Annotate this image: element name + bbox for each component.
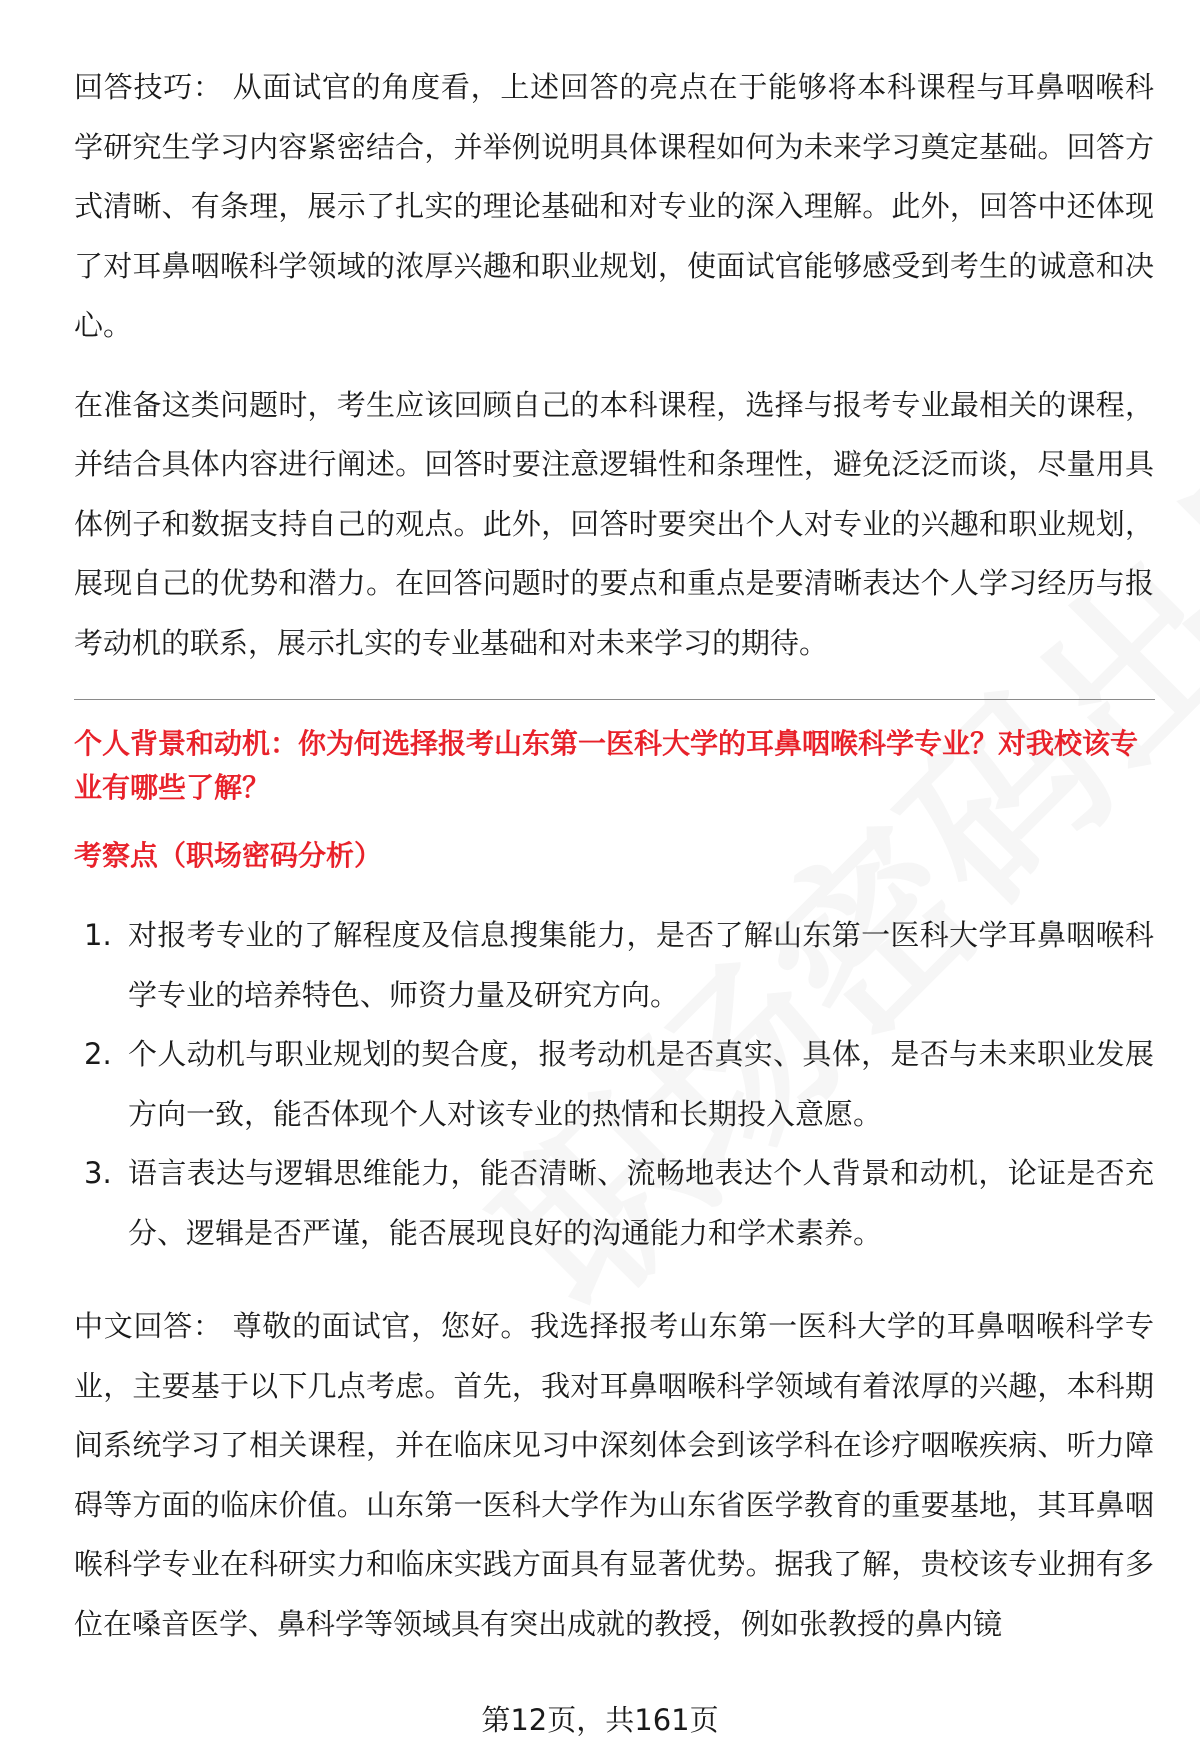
assessment-points-list [74,906,1154,1263]
preparation-advice-paragraph: 在准备这类问题时，考生应该回顾自己的本科课程，选择与报考专业最相关的课程，并结合具体内容进行阐述。回答时要注意逻辑性和条理性，避免泛泛而谈，尽量用具体例子和数据支持自己的观点。此外，回答时要突出个人对专业的兴趣和职业规划，展现自己的优势和潜力。在回答问题时的要点和重点是要清晰表达个人学习经历与报考动机的联系，展示扎实的专业基础和对未来学习的期待。 [74,387,1154,660]
list-item-text: 个人动机与职业规划的契合度，报考动机是否真实、具体，是否与未来职业发展方向一致，能否体现个人对该专业的热情和长期投入意愿。 [128,1037,1154,1131]
answer-tips-paragraph: 回答技巧： 从面试官的角度看，上述回答的亮点在于能够将本科课程与耳鼻咽喉科学研究生学习内容紧密结合，并举例说明具体课程如何为未来学习奠定基础。回答方式清晰、有条理，展示了扎实的理论基础和对专业的深入理解。此外，回答中还体现了对耳鼻咽喉科学领域的浓厚兴趣和职业规划，使面试官能够感受到考生的诚意和决心。 [74,70,1154,342]
list-item-number: 3. [84,1156,112,1190]
list-item [74,1144,1154,1263]
list-item-text: 语言表达与逻辑思维能力，能否清晰、流畅地表达个人背景和动机，论证是否充分、逻辑是否严谨，能否展现良好的沟通能力和学术素养。 [128,1156,1154,1250]
assessment-points-heading: 考察点（职场密码分析） [74,839,383,872]
list-item-text: 对报考专业的了解程度及信息搜集能力，是否了解山东第一医科大学耳鼻咽喉科学专业的培养特色、师资力量及研究方向。 [128,918,1154,1012]
interview-question-heading: 个人背景和动机：你为何选择报考山东第一医科大学的耳鼻咽喉科学专业？对我校该专业有哪些了解？ [74,727,1139,804]
list-item-number: 1. [84,918,112,952]
list-item [74,1025,1154,1144]
section-divider [74,699,1155,700]
list-item [74,906,1154,1025]
chinese-answer-paragraph: 中文回答： 尊敬的面试官，您好。我选择报考山东第一医科大学的耳鼻咽喉科学专业，主要基于以下几点考虑。首先，我对耳鼻咽喉科学领域有着浓厚的兴趣，本科期间系统学习了相关课程，并在临床见习中深刻体会到该学科在诊疗咽喉疾病、听力障碍等方面的临床价值。山东第一医科大学作为山东省医学教育的重要基地，其耳鼻咽喉科学专业在科研实力和临床实践方面具有显著优势。据我了解，贵校该专业拥有多位在嗓音医学、鼻科学等领域具有突出成就的教授，例如张教授的鼻内镜 [74,1309,1154,1641]
document-page [74,58,1154,1654]
list-item-number: 2. [84,1037,112,1071]
page-number-footer: 第12页，共161页 [481,1703,719,1737]
